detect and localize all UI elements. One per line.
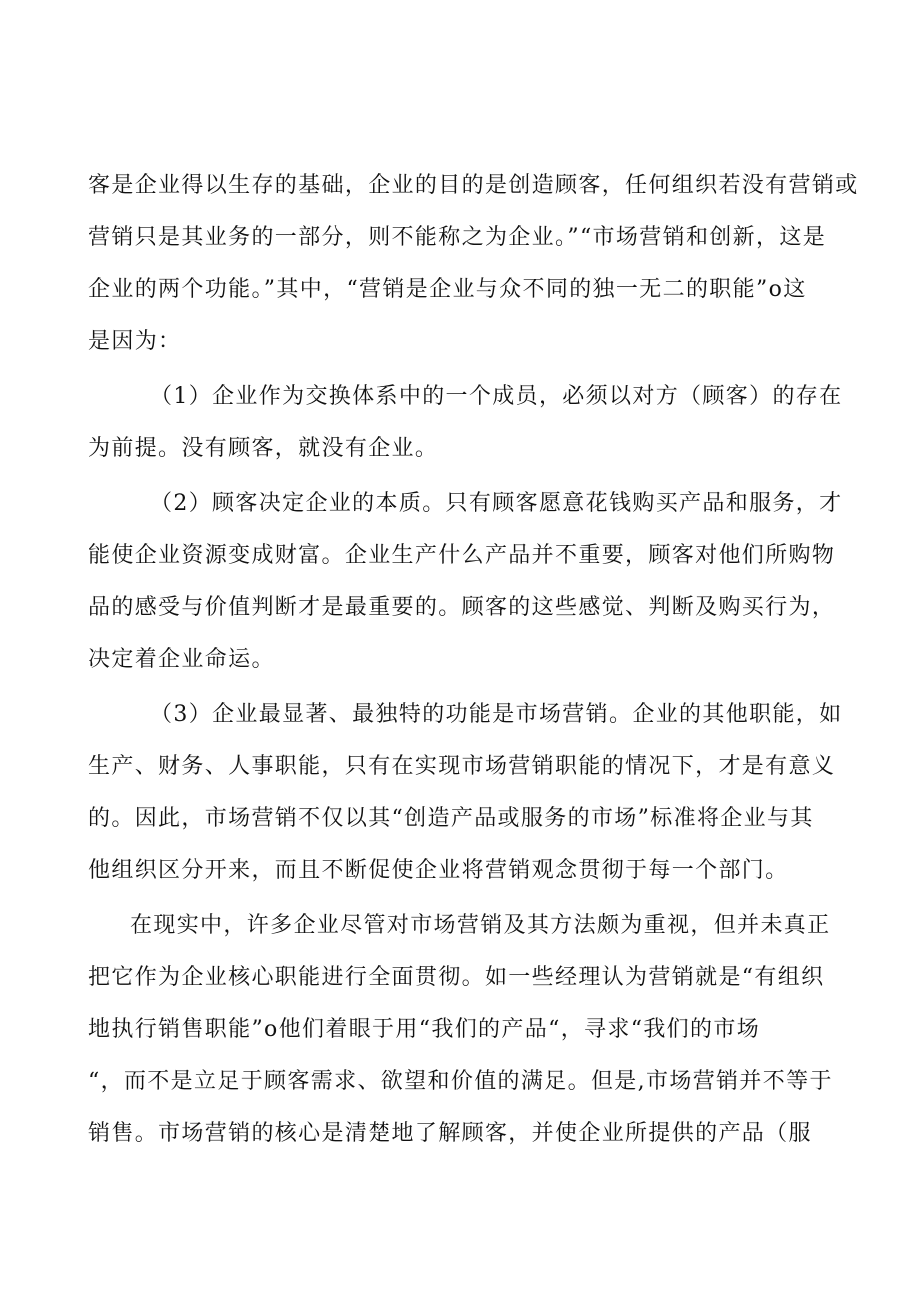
text-line-2: 营销只是其业务的一部分，则不能称之为企业。”“市场营销和创新，这是 <box>88 225 827 250</box>
text-line-6: 为前提。没有顾客，就没有企业。 <box>88 436 439 461</box>
text-line-8: 能使企业资源变成财富。企业生产什么产品并不重要，顾客对他们所购物 <box>88 543 836 568</box>
text-line-18: “，而不是立足于顾客需求、欲望和价值的满足。但是,市场营销并不等于 <box>88 1069 833 1094</box>
text-line-7: （2）顾客决定企业的本质。只有顾客愿意花钱购买产品和服务，才 <box>150 491 843 516</box>
text-line-4: 是因为： <box>88 329 182 354</box>
text-line-9: 品的感受与价值判断才是最重要的。顾客的这些感觉、判断及购买行为， <box>88 595 836 620</box>
text-line-17: 地执行销售职能”o他们着眼于用“我们的产品“，寻求“我们的市场 <box>88 1017 761 1042</box>
text-line-3: 企业的两个功能。”其中，“营销是企业与众不同的独一无二的职能”o这 <box>88 277 807 302</box>
text-line-5: （1）企业作为交换体系中的一个成员，必须以对方（顾客）的存在 <box>150 384 843 409</box>
text-line-12: 生产、财务、人事职能，只有在实现市场营销职能的情况下，才是有意义 <box>88 754 836 779</box>
text-line-1: 客是企业得以生存的基础，企业的目的是创造顾客，任何组织若没有营销或 <box>88 173 859 198</box>
text-line-13: 的。因此，市场营销不仅以其“创造产品或服务的市场”标准将企业与其 <box>88 806 814 831</box>
text-line-11: （3）企业最显著、最独特的功能是市场营销。企业的其他职能，如 <box>150 702 843 727</box>
text-line-16: 把它作为企业核心职能进行全面贯彻。如一些经理认为营销就是“有组织 <box>88 965 825 990</box>
text-line-10: 决定着企业命运。 <box>88 647 275 672</box>
text-line-19: 销售。市场营销的核心是清楚地了解顾客，并使企业所提供的产品（服 <box>88 1121 812 1146</box>
text-line-14: 他组织区分开来，而且不断促使企业将营销观念贯彻于每一个部门。 <box>88 858 789 883</box>
text-line-15: 在现实中，许多企业尽管对市场营销及其方法颇为重视，但并未真正 <box>130 913 831 938</box>
